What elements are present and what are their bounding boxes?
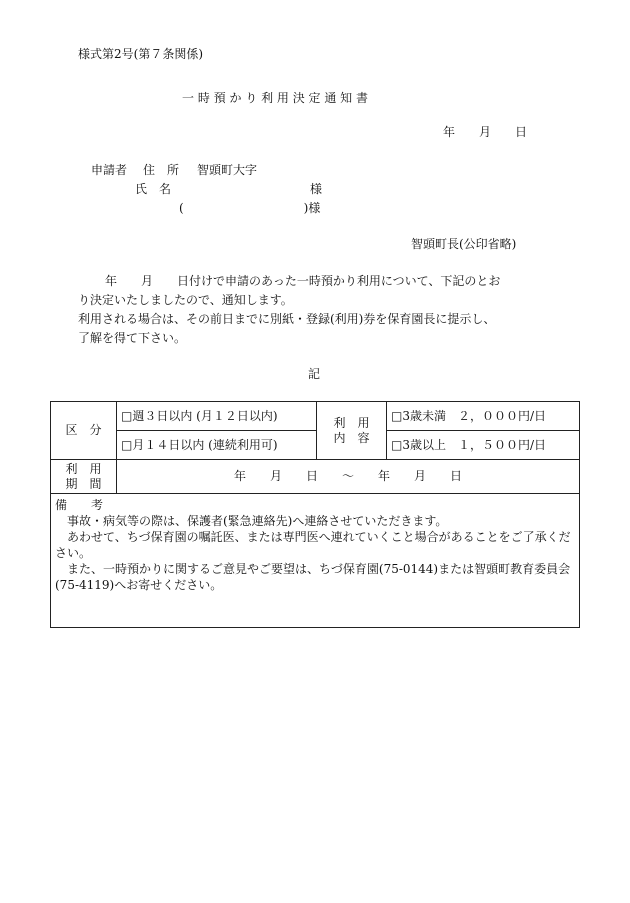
naiyou-option-2: □3歳以上 １，５００円/日: [387, 431, 580, 460]
kubun-option-1: □週３日以内 (月１２日以内): [117, 402, 317, 431]
name-honorific: 様: [310, 182, 323, 196]
issuer: 智頭町長(公印省略): [411, 237, 517, 251]
kikan-label-2: 期 間: [65, 476, 102, 491]
body-line-4: 了解を得て下さい。: [78, 331, 187, 345]
kubun-option-2: □月１４日以内 (連続利用可): [117, 431, 317, 460]
body-line-1: 年 月 日付けで申請のあった一時預かり利用について、下記のとお: [105, 274, 501, 288]
applicant-label: 申請者: [91, 163, 128, 177]
kubun-label: 区 分: [51, 402, 117, 460]
naiyou-label-2: 内 容: [333, 430, 370, 445]
remarks-cell: [51, 494, 580, 628]
remarks-title: 備 考: [55, 498, 104, 512]
body-line-2: り決定いたしましたので、通知します。: [78, 293, 293, 307]
kikan-label: [51, 460, 117, 494]
naiyou-label: [317, 402, 387, 460]
issue-date: 年 月 日: [443, 125, 528, 139]
decision-table: [50, 401, 580, 628]
remarks-3: また、一時預かりに関するご意見やご要望は、ちづ保育園(75-0144)または智頭町教育委員会(75-4119)へお寄せください。: [55, 562, 571, 592]
remarks-1: 事故・病気等の際は、保護者(緊急連絡先)へ連絡させていただきます。: [67, 514, 448, 528]
address-label: 住 所: [143, 163, 180, 177]
address-value: 智頭町大字: [197, 163, 258, 177]
naiyou-option-1: □3歳未満 ２，０００円/日: [387, 402, 580, 431]
naiyou-label-1: 利 用: [333, 415, 370, 430]
name-label: 氏 名: [135, 182, 172, 196]
document-title: 一 時 預 か り 利 用 決 定 通 知 書: [182, 91, 368, 105]
remarks-2: あわせて、ちづ保育園の嘱託医、または専門医へ連れていくこと場合があることをご了承ください。: [55, 530, 571, 560]
ki-heading: 記: [308, 367, 321, 381]
form-number: 様式第2号(第７条関係): [78, 47, 203, 61]
kikan-value: 年 月 日 ～ 年 月 日: [117, 460, 580, 494]
body-line-3: 利用される場合は、その前日までに別紙・登録(利用)券を保育園長に提示し、: [78, 312, 496, 326]
guardian-name-line: ( )様: [179, 201, 321, 215]
kikan-label-1: 利 用: [65, 461, 102, 476]
